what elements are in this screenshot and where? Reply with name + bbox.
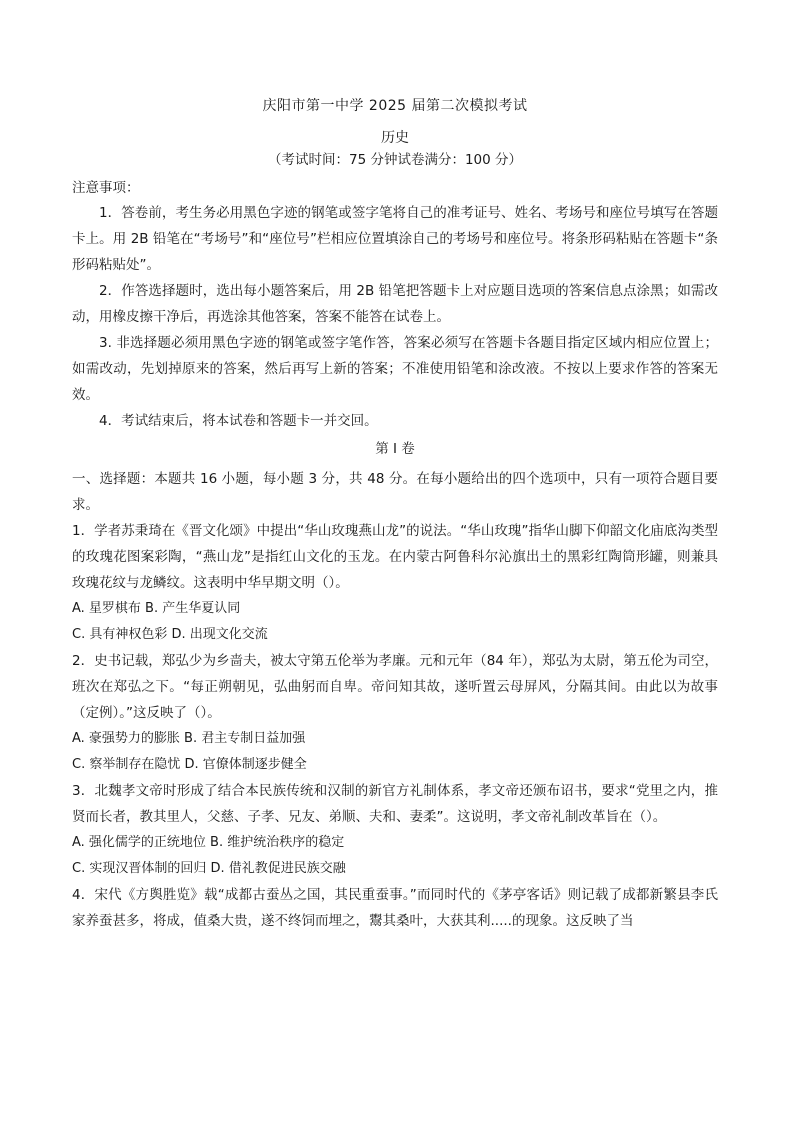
exam-meta: （考试时间：75 分钟试卷满分：100 分） [267, 152, 523, 168]
question-options: A. 星罗棋布 B. 产生华夏认同 [72, 601, 241, 616]
section-label: 第 I 卷 [375, 441, 415, 457]
question-stem: 4．宋代《方舆胜览》载“成都古蚕丛之国，其民重蚕事。”而同时代的《茅亭客话》则记载了成都新繁县李氏家养蚕甚多，将成，值桑大贵，遂不终饲而埋之，鬻其桑叶，大获其利.....的现象。这反映了当 [72, 887, 718, 929]
exam-page [72, 96, 718, 934]
notice-item-4: 4．考试结束后，将本试卷和答题卡一并交回。 [99, 413, 378, 429]
question-1 [72, 518, 718, 648]
question-2 [72, 648, 718, 778]
question-options: C. 实现汉晋体制的回归 D. 借礼教促进民族交融 [72, 861, 346, 876]
question-4 [72, 882, 718, 934]
question-options: A. 豪强势力的膨胀 B. 君主专制日益加强 [72, 731, 306, 746]
notice-item-1: 1．答卷前，考生务必用黑色字迹的钢笔或签字笔将自己的准考证号、姓名、考场号和座位号填写在答题卡上。用 2B 铅笔在“考场号”和“座位号”栏相应位置填涂自己的考场号和座位号。将条形码粘贴在答题卡“条形码粘贴处”。 [72, 205, 718, 273]
exam-subject: 历史 [381, 130, 409, 146]
section-instruction: 一、选择题：本题共 16 小题，每小题 3 分，共 48 分。在每小题给出的四个选项中，只有一项符合题目要求。 [72, 471, 718, 513]
notice-item-3: 3. 非选择题必须用黑色字迹的钢笔或签字笔作答，答案必须写在答题卡各题目指定区域内相应位置上；如需改动，先划掉原来的答案，然后再写上新的答案；不准使用铅笔和涂改液。不按以上要求作答的答案无效。 [72, 335, 718, 403]
question-stem: 3．北魏孝文帝时形成了结合本民族传统和汉制的新官方礼制体系，孝文帝还颁布诏书，要求“党里之内，推贤而长者，教其里人，父慈、子孝、兄友、弟顺、夫和、妻柔”。这说明，孝文帝礼制改革旨在（）。 [72, 783, 718, 825]
question-stem: 1．学者苏秉琦在《晋文化颂》中提出“华山玫瑰燕山龙”的说法。“华山玫瑰”指华山脚下仰韶文化庙底沟类型的玫瑰花图案彩陶，“燕山龙”是指红山文化的玉龙。在内蒙古阿鲁科尔沁旗出土的黑彩红陶筒形罐，则兼具玫瑰花纹与龙鳞纹。这表明中华早期文明（）。 [72, 523, 718, 591]
question-3 [72, 778, 718, 882]
question-options: C. 具有神权色彩 D. 出现文化交流 [72, 627, 268, 642]
exam-title: 庆阳市第一中学 2025 届第二次模拟考试 [262, 98, 528, 114]
notice-item-2: 2．作答选择题时，选出每小题答案后，用 2B 铅笔把答题卡上对应题目选项的答案信息点涂黑；如需改动，用橡皮擦干净后，再选涂其他答案，答案不能答在试卷上。 [72, 283, 718, 325]
question-options: A. 强化儒学的正统地位 B. 维护统治秩序的稳定 [72, 835, 345, 850]
notice-heading: 注意事项： [72, 180, 140, 196]
question-options: C. 察举制存在隐忧 D. 官僚体制逐步健全 [72, 757, 307, 772]
question-stem: 2．史书记载，郑弘少为乡啬夫，被太守第五伦举为孝廉。元和元年（84 年），郑弘为太尉，第五伦为司空，班次在郑弘之下。“每正朔朝见，弘曲躬而自卑。帝问知其故，遂听置云母屏风，分隔其间。由此以为故事（定例）。”这反映了（）。 [72, 653, 718, 721]
